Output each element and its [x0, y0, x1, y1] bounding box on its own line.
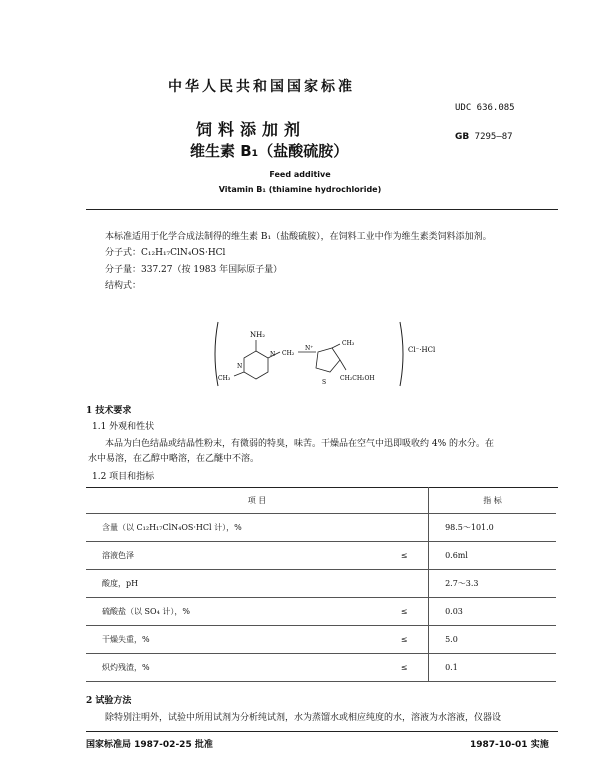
molecular-weight: 分子量：337.27（按 1983 年国际原子量） — [105, 265, 283, 275]
table-row — [86, 626, 556, 654]
table-header-row — [86, 487, 556, 514]
udc-code: UDC 636.085 — [455, 103, 515, 113]
right-bracket — [400, 322, 403, 386]
section2-heading: 2 试验方法 — [86, 696, 132, 706]
title-chinese: 饲料添加剂 — [196, 120, 307, 139]
thiazole-ring — [316, 348, 340, 372]
methyl-bond — [234, 372, 244, 376]
table-row — [86, 514, 556, 542]
title-english: Feed additive — [269, 170, 331, 179]
ch3-left-label: CH₃ — [218, 375, 231, 382]
row-symbol: ≤ — [380, 654, 429, 682]
ring-methyl-bond — [332, 344, 340, 348]
approval-date: 国家标准局 1987-02-25 批准 — [86, 740, 213, 750]
n-top-label: N — [270, 351, 276, 358]
ch3-right-label: CH₃ — [342, 340, 355, 347]
structure-label: 结构式： — [105, 281, 142, 291]
appearance-text-line2: 水中易溶，在乙醇中略溶，在乙醚中不溶。 — [88, 454, 260, 464]
n-bottom-label: N — [237, 363, 243, 370]
side-chain-bond — [340, 360, 346, 370]
row-item: 酸度，pH — [86, 570, 380, 598]
table-row — [86, 570, 556, 598]
gb-prefix: GB — [455, 132, 470, 142]
row-item: 干燥失重，% — [86, 626, 380, 654]
counter-ion-label: Cl⁻·HCl — [408, 346, 436, 354]
row-symbol — [380, 514, 429, 542]
subsection-1-1: 1.1 外观和性状 — [92, 422, 155, 432]
row-symbol: ≤ — [380, 626, 429, 654]
effective-date: 1987-10-01 实施 — [470, 740, 549, 750]
row-value: 5.0 — [429, 626, 556, 654]
subtitle-chinese: 维生素 B₁（盐酸硫胺） — [190, 142, 349, 160]
row-symbol: ≤ — [380, 598, 429, 626]
row-value: 0.6ml — [429, 542, 556, 570]
table-header-item: 项 目 — [86, 487, 429, 514]
pyrimidine-ring — [244, 351, 268, 379]
n-plus-label: N⁺ — [305, 345, 314, 352]
row-symbol: ≤ — [380, 542, 429, 570]
row-value: 0.1 — [429, 654, 556, 682]
row-value: 0.03 — [429, 598, 556, 626]
requirements-table — [86, 487, 556, 682]
table-row — [86, 654, 556, 682]
national-standard-heading: 中华人民共和国国家标准 — [168, 79, 355, 95]
row-item: 硫酸盐（以 SO₄ 计），% — [86, 598, 380, 626]
molecular-formula: 分子式：C₁₂H₁₇ClN₄OS·HCl — [105, 248, 226, 258]
sulfur-label: S — [322, 379, 327, 386]
row-item: 含量（以 C₁₂H₁₇ClN₄OS·HCl 计），% — [86, 514, 380, 542]
row-value: 2.7～3.3 — [429, 570, 556, 598]
section1-heading: 1 技术要求 — [86, 406, 132, 416]
nh2-label: NH₂ — [250, 331, 266, 339]
header-divider — [86, 209, 558, 210]
subsection-1-2: 1.2 项目和指标 — [92, 472, 155, 482]
row-item: 溶液色泽 — [86, 542, 380, 570]
gb-number — [455, 132, 513, 142]
appearance-text-line1: 本品为白色结晶或结晶性粉末，有微弱的特臭，味苦。干燥品在空气中迅即吸收约 4% 的水分。在 — [105, 439, 495, 449]
subtitle-english: Vitamin B₁ (thiamine hydrochloride) — [218, 185, 382, 194]
structural-formula — [190, 318, 490, 390]
row-item: 炽灼残渣，% — [86, 654, 380, 682]
table-row — [86, 542, 556, 570]
ch2-label: CH₂ — [282, 350, 295, 357]
row-value: 98.5～101.0 — [429, 514, 556, 542]
test-methods-text: 除特别注明外，试验中所用试剂为分析纯试剂，水为蒸馏水或相应纯度的水，溶液为水溶液，仪器设 — [105, 713, 502, 723]
table-header-value: 指 标 — [429, 487, 556, 514]
side-chain-label: CH₂CH₂OH — [340, 375, 375, 382]
table-row — [86, 598, 556, 626]
row-symbol — [380, 570, 429, 598]
footer-divider — [86, 731, 558, 732]
scope-text: 本标准适用于化学合成法制得的维生素 B₁（盐酸硫胺），在饲料工业中作为维生素类饲料添加剂。 — [105, 232, 492, 242]
gb-number-value: 7295—87 — [474, 132, 513, 142]
